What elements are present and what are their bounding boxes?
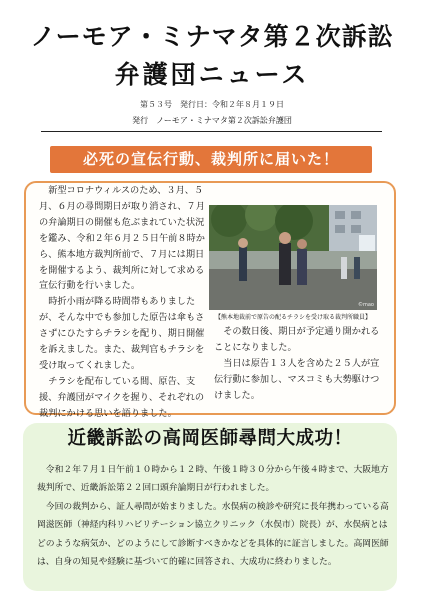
article1-paragraph: 時折小雨が降る時間帯もありましたが、そんな中でも参加した原告は傘もささずにひたすらチラシを配り、期日開催を訴えました。また、裁判官もチラシを受け取ってくれました。 bbox=[39, 296, 205, 371]
photo-credit: ©mao bbox=[358, 302, 374, 308]
photo-caption: 【熊本地裁前で原告の配るチラシを受け取る裁判所職員】 bbox=[214, 314, 371, 321]
article1-paragraph: 新型コロナウィルスのため、３月、５月、６月の尋問期日が取り消され、７月の弁論期日の開催も危ぶまれていた状況を鑑み、令和２年６月２５日午前８時から、熊本地方裁判所前で、７月には期日を開催するよう、裁判所に対して求める宣伝行動を行いました。 bbox=[39, 185, 205, 292]
article1-headline: 必死の宣伝行動、裁判所に届いた！ bbox=[82, 150, 339, 168]
article1-paragraph: その数日後、期日が予定通り開かれることになりました。 bbox=[214, 326, 380, 353]
newsletter-title-line1: ノーモア・ミナマタ第２次訴訟 bbox=[30, 22, 394, 51]
publisher-line: 発行 ノーモア・ミナマタ第２次訴訟弁護団 bbox=[132, 116, 292, 125]
newsletter-title-line2: 弁護団ニュース bbox=[114, 60, 310, 89]
article2-paragraph: 今回の裁判から、証人尋問が始まりました。水俣病の検診や研究に長年携わっている高岡滋医師（神経内科リハビリテーション協立クリニック（水俣市）院長）が、水俣病とはどのような病気か、どのようにして診断すべきかなどを具体的に証言しました。高岡医師は、自身の知見や経験に基づいて的確に回答され、大成功に終わりました。 bbox=[37, 501, 389, 568]
article2-headline: 近畿訴訟の高岡医師尋問大成功！ bbox=[67, 428, 353, 449]
article1-paragraph: チラシを配布している間、原告、支援、弁護団がマイクを握り、それぞれの裁判にかける思いを語りました。 bbox=[39, 375, 205, 419]
header-divider bbox=[41, 131, 382, 132]
issue-line: 第５３号 発行日：令和２年８月１９日 bbox=[140, 100, 284, 109]
article1-left-column bbox=[39, 183, 207, 422]
courthouse-photo bbox=[209, 205, 377, 310]
article1-right-column bbox=[214, 324, 382, 404]
article2-body bbox=[37, 461, 391, 571]
article1-paragraph: 当日は原告１３人を含めた２５人が宣伝行動に参加し、マスコミも大勢駆けつけました。 bbox=[214, 357, 380, 401]
article2-paragraph: 令和２年７月１日午前１０時から１２時、午後１時３０分から午後４時まで、大阪地方裁判所で、近畿訴訟第２２回口頭弁論期日が行われました。 bbox=[37, 465, 389, 494]
